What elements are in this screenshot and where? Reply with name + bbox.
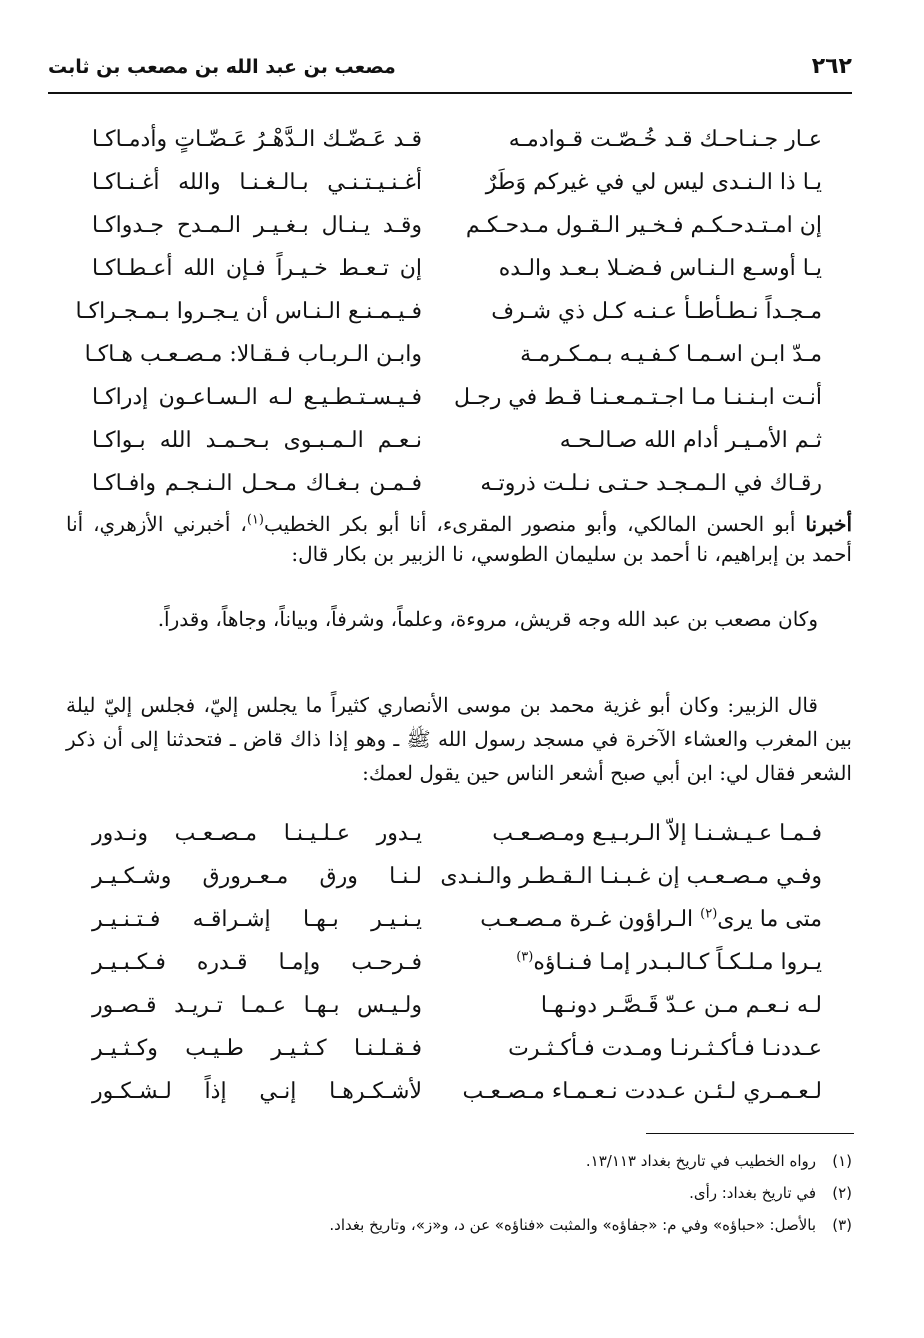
page-number: ٢٦٢ <box>811 54 852 79</box>
isnad-paragraph <box>66 509 852 569</box>
verse-second-hemistich: فـرحـب وإمـا قـدره فـكـبـيـر <box>92 950 422 975</box>
poem-verse <box>72 1070 852 1113</box>
paragraph-lead-word: أخبرنا <box>805 512 852 536</box>
verse-second-hemistich: وقـد يـنـال بـغـيـر الـمـدح جـدواكـا <box>92 213 422 238</box>
poem-verse <box>72 419 852 462</box>
poem-block-2 <box>72 812 852 1113</box>
verse-first-hemistich: أنـت ابـنـنـا مـا اجـتـمـعـنـا قـط في رجـل <box>453 385 822 410</box>
verse-second-hemistich: أغـنـيـتـنـي بـالـغـنـا والله أغـنـاكـا <box>92 170 422 195</box>
paragraph: قال الزبير: وكان أبو غزية محمد بن موسى الأنصاري كثيراً ما يجلس إليّ، فجلس إليّ ليلة بين المغرب والعشاء الآخرة في مسجد رسول الله ﷺ ـ وهو إذا ذاك قاض ـ فتحدثنا إلى أن ذكر الشعر فقال لي: ابن أبي صبح أشعر الناس حين يقول لعمك: <box>66 693 852 785</box>
poem-verse <box>72 376 852 419</box>
footnote-item <box>60 1145 852 1177</box>
verse-first-hemistich: عـددنـا فـأكـثـرنـا ومـدت فـأكـثـرت <box>508 1036 822 1061</box>
verse-second-hemistich: قـد عَـضّـك الـدَّهْـرُ عَـضّـاتٍ وأدمـاكـا <box>92 127 422 152</box>
poem-block-1 <box>72 118 852 505</box>
poem-verse <box>72 118 852 161</box>
verse-second-hemistich: وابـن الـربـاب فـقـالا: مـصـعـب هـاكـا <box>84 342 422 367</box>
footnote-ref[interactable]: (٢) <box>700 906 718 922</box>
poem-verse <box>72 812 852 855</box>
footnote-item <box>60 1177 852 1209</box>
running-title: مصعب بن عبد الله بن مصعب بن ثابت <box>48 56 396 78</box>
poem-verse <box>72 333 852 376</box>
footnote-number: (٢) <box>832 1184 852 1202</box>
verse-second-hemistich: نـعـم الـمـبـوى بـحـمـد الله بـواكـا <box>92 428 422 453</box>
paragraph: وكان مصعب بن عبد الله وجه قريش، مروءة، وعلماً، وشرفاً، وبياناً، وجاهاً، وقدراً. <box>157 607 818 631</box>
verse-first-hemistich: إن امـتـدحـكـم فـخـير الـقـول مـدحـكـم <box>465 213 822 238</box>
footnote-divider <box>646 1133 854 1134</box>
verse-first-hemistich: لـعـمـري لـئـن عـددت نـعـمـاء مـصـعـب <box>462 1079 822 1104</box>
poem-verse <box>72 1027 852 1070</box>
poem-verse <box>72 290 852 333</box>
poem-verse <box>72 462 852 505</box>
verse-first-hemistich: مـدّ ابـن اسـمـا كـفـيـه بـمـكـرمـة <box>520 342 822 367</box>
verse-first-hemistich: ثـم الأمـيـر أدام الله صـالـحـه <box>559 428 822 453</box>
verse-first-hemistich: وفـي مـصـعـب إن غـبـنـا الـقـطـر والـنـدى <box>440 864 822 889</box>
footnote-number: (١) <box>832 1152 852 1170</box>
poem-verse <box>72 855 852 898</box>
verse-second-hemistich: يـنـيـر بـهـا إشـراقـه فـتـنـيـر <box>92 907 422 932</box>
verse-second-hemistich: لـنـا ورق مـعـرورق وشـكـيـر <box>92 864 422 889</box>
verse-second-hemistich: فـمـن بـغـاك مـحـل الـنـجـم وافـاكـا <box>92 471 422 496</box>
paragraph-text: ، أخبرني الأزهري، أنا أحمد بن إبراهيم، نا أحمد بن سليمان الطوسي، نا الزبير بن بكار قال: <box>66 512 852 566</box>
poem-verse <box>72 941 852 984</box>
verse-first-hemistich: لـه نـعـم مـن عـدّ قَـصَّـر دونـهـا <box>540 993 822 1018</box>
verse-second-hemistich: ولـيـس بـهـا عـمـا تـريـد قـصـور <box>92 993 422 1018</box>
verse-second-hemistich: فـيـسـتـطـيـع لـه الـسـاعـون إدراكـا <box>92 385 422 410</box>
paragraph-text: أبو الحسن المالكي، وأبو منصور المقرىء، أنا أبو بكر الخطيب <box>263 512 796 536</box>
poem-verse <box>72 898 852 941</box>
verse-first-hemistich <box>480 898 822 941</box>
footnote-text: في تاريخ بغداد: رأى. <box>689 1184 816 1202</box>
verse-first-hemistich: يـا ذا الـنـدى ليس لي في غيركم وَطَرٌ <box>485 170 822 195</box>
poem-verse <box>72 161 852 204</box>
footnote-text: رواه الخطيب في تاريخ بغداد ١٣/١١٣. <box>585 1152 816 1170</box>
verse-first-hemistich: يـا أوسـع الـنـاس فـضـلا بـعـد والـده <box>498 256 822 281</box>
hemistich-text: متى ما يرى <box>717 907 822 932</box>
poem-verse <box>72 984 852 1027</box>
footnote-item <box>60 1209 852 1241</box>
verse-second-hemistich: فـقـلـنـا كـثـيـر طـيـب وكـثـيـر <box>92 1036 422 1061</box>
page-header <box>48 50 852 94</box>
poem-verse <box>72 204 852 247</box>
verse-second-hemistich: لأشـكـرهـا إنـي إذاً لـشـكـور <box>92 1079 422 1104</box>
footnote-number: (٣) <box>832 1216 852 1234</box>
footnote-text: بالأصل: «حباؤه» وفي م: «جفاؤه» والمثبت «فناؤه» عن د، و«ز»، وتاريخ بغداد. <box>329 1216 816 1234</box>
footnote-ref[interactable]: (١) <box>246 512 264 528</box>
verse-first-hemistich: عـار جـنـاحـك قـد خُـصّـت قـوادمـه <box>508 127 822 152</box>
verse-first-hemistich: رقـاك في الـمـجـد حـتـى نـلـت ذروتـه <box>480 471 822 496</box>
verse-first-hemistich: مـجـداً نـطـأطـأ عـنـه كـل ذي شـرف <box>491 299 822 324</box>
verse-first-hemistich <box>492 941 822 984</box>
footnotes <box>60 1145 852 1241</box>
verse-second-hemistich: إن تـعـط خـيـراً فـإن الله أعـطـاكـا <box>92 256 422 281</box>
footnote-ref[interactable]: (٣) <box>516 949 534 965</box>
hemistich-text: يـروا مـلـكـاً كـالـبـدر إمـا فـنـاؤه <box>533 950 822 975</box>
verse-second-hemistich: فـيـمـنـع الـنـاس أن يـجـروا بـمـجـراكـا <box>75 299 422 324</box>
verse-first-hemistich: فـمـا عـيـشـنـا إلاّ الـربـيـع ومـصـعـب <box>492 821 822 846</box>
verse-second-hemistich: يـدور عـلـيـنـا مـصـعـب ونـدور <box>92 821 422 846</box>
hemistich-text: الـراؤون غـرة مـصـعـب <box>480 907 701 932</box>
poem-verse <box>72 247 852 290</box>
